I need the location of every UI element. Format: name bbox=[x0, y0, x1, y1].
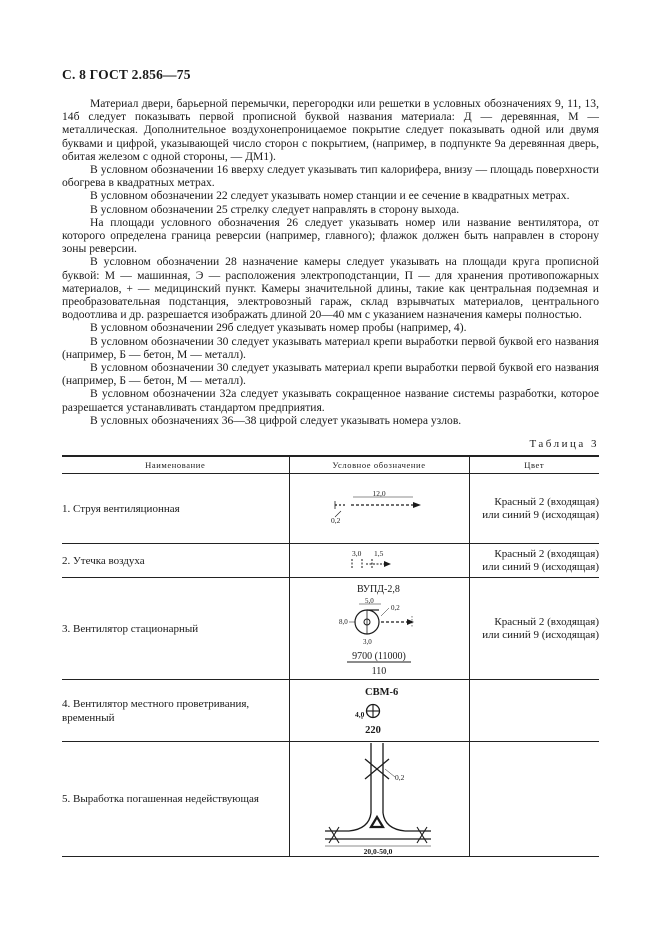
color-cell bbox=[469, 742, 599, 857]
table-row bbox=[62, 544, 599, 578]
local-fan-symbol bbox=[339, 682, 419, 740]
fan-number-label: 220 bbox=[365, 724, 381, 736]
color-cell bbox=[469, 578, 599, 680]
dim-label: 20,0-50,0 bbox=[363, 847, 393, 855]
dim-label: 0,2 bbox=[391, 603, 400, 612]
dim-label: 0,2 bbox=[331, 515, 341, 525]
page-header: С. 8 ГОСТ 2.856—75 bbox=[62, 67, 191, 82]
color-cell bbox=[469, 680, 599, 742]
paragraph: В условном обозначении 16 вверху следует указывать тип калорифера, внизу — площадь поверхности обогрева в квадратных метрах. bbox=[62, 163, 599, 190]
body-text bbox=[62, 97, 599, 427]
paragraph: В условных обозначениях 36—38 цифрой следует указывать номера узлов. bbox=[90, 413, 462, 427]
color-line: Красный 2 (входящая) bbox=[494, 495, 599, 508]
air-leak-symbol bbox=[344, 547, 414, 575]
header-symbol: Условное обозначение bbox=[289, 456, 469, 474]
paragraph: В условном обозначении 25 стрелку следует направлять в сторону выхода. bbox=[90, 202, 460, 216]
abandoned-working-symbol bbox=[319, 743, 439, 855]
paragraph: В условном обозначении 30 следует указывать материал крепи выработки первой буквой его названия (например, Б — бетон, М — металл). bbox=[62, 334, 599, 361]
fraction-denominator: 110 bbox=[371, 665, 387, 677]
dim-label: 12,0 bbox=[372, 488, 386, 498]
header-name: Наименование bbox=[62, 456, 289, 474]
symbol-cell bbox=[289, 474, 469, 544]
paragraph: На площади условного обозначения 26 следует указывать номер или название вентилятора, от которого определена граница реверсии (например, главного); флажок должен быть направлен в сторону зоны реверсии. bbox=[62, 215, 599, 256]
dim-label: 3,0 bbox=[363, 637, 372, 646]
table-label: Таблица 3 bbox=[529, 438, 599, 450]
paragraph: Материал двери, барьерной перемычки, перегородки или решетки в условных обозначениях 9, 11, 13, 14б следует показывать первой прописной буквой названия материала: Д — деревянная, М — металлическая. Дополнительное воздухонепроницаемое покрытие следует показывать одной или двумя буквами и цифрой, указывающей число сторон с покрытием, (например, в подпункте 9а деревянная дверь, обитая железом с одной стороны, — ДМ1). bbox=[62, 97, 599, 163]
table-row bbox=[62, 474, 599, 544]
table-row bbox=[62, 742, 599, 857]
table-row bbox=[62, 578, 599, 680]
dim-label: 3,0 bbox=[352, 548, 362, 558]
row-name: 3. Вентилятор стационарный bbox=[62, 578, 289, 680]
symbol-cell bbox=[289, 680, 469, 742]
color-line: Красный 2 (входящая) bbox=[494, 615, 599, 628]
paragraph: В условном обозначении 30 следует указывать материал крепи выработки первой буквой его названия (например, Б — бетон, М — металл). bbox=[62, 361, 599, 388]
fan-type-label: СВМ-6 bbox=[365, 686, 399, 698]
color-line: или синий 9 (исходящая) bbox=[482, 560, 599, 573]
table-row bbox=[62, 680, 599, 742]
color-cell bbox=[469, 544, 599, 578]
table-header-row bbox=[62, 456, 599, 474]
row-name: 5. Выработка погашенная недействующая bbox=[62, 742, 289, 857]
color-cell bbox=[469, 474, 599, 544]
paragraph: В условном обозначении 28 назначение камеры следует указывать на площади круга прописной буквой: М — машинная, Э — расположения электроподстанции, П — для хранения противопожарных материалов, + — медицинский пункт. Камеры значительной длины, такие как центральная подземная и преобразовательная подстанция, электровозный гараж, склад взрывчатых материалов, центрального водоотлива и др. разрешается изображать длиной 20—40 мм с указанием назначения камеры полностью. bbox=[62, 255, 599, 322]
color-line: Красный 2 (входящая) bbox=[494, 547, 599, 560]
row-name: 4. Вентилятор местного проветривания, временный bbox=[62, 680, 289, 742]
symbol-cell bbox=[289, 578, 469, 680]
dim-label: 0,2 bbox=[395, 773, 405, 782]
row-name: 2. Утечка воздуха bbox=[62, 544, 289, 578]
paragraph: В условном обозначении 22 следует указывать номер станции и ее сечение в квадратных метрах. bbox=[90, 189, 570, 203]
symbol-cell bbox=[289, 742, 469, 857]
row-name: 1. Струя вентиляционная bbox=[62, 474, 289, 544]
dim-label: 4,0 bbox=[355, 709, 365, 719]
stationary-fan-symbol bbox=[319, 580, 439, 678]
fan-type-label: ВУПД-2,8 bbox=[357, 583, 400, 595]
ventilation-stream-symbol bbox=[329, 489, 429, 529]
symbols-table bbox=[62, 455, 599, 857]
dim-label: 1,5 bbox=[374, 548, 384, 558]
color-line: или синий 9 (исходящая) bbox=[482, 508, 599, 521]
dim-label: 8,0 bbox=[339, 617, 348, 626]
paragraph: В условном обозначении 32а следует указывать сокращенное название системы разработки, которое разрешается устанавливать стандартом предприятия. bbox=[62, 387, 599, 414]
symbol-cell bbox=[289, 544, 469, 578]
paragraph: В условном обозначении 29б следует указывать номер пробы (например, 4). bbox=[90, 321, 467, 335]
dim-label: 5,0 bbox=[365, 596, 374, 605]
fraction-numerator: 9700 (11000) bbox=[352, 650, 406, 662]
header-color: Цвет bbox=[469, 456, 599, 474]
color-line: или синий 9 (исходящая) bbox=[482, 628, 599, 641]
